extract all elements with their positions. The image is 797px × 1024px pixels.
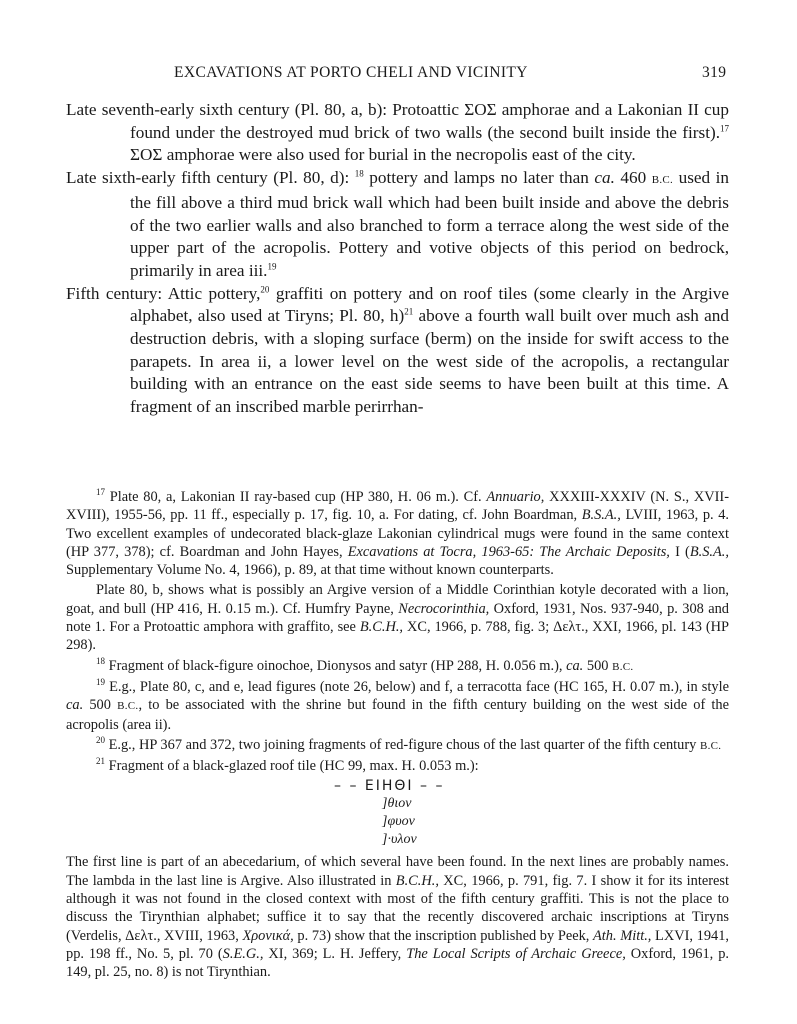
inscription-line: – – ΕΙΗΘΙ – – [334, 778, 445, 795]
entry-text: Attic pottery, [167, 283, 261, 303]
footnote-number: 18 [96, 655, 105, 666]
footnote-ref-18[interactable]: 18 [354, 168, 364, 179]
entry-heading: Late seventh-early sixth century (Pl. 80, a, b): [66, 100, 393, 119]
footnote-number: 20 [96, 735, 105, 746]
footnote-number: 17 [96, 487, 105, 498]
citation-title: Χρονικά, [242, 927, 294, 944]
inscription-line: ]θιον [382, 796, 412, 812]
citation-title: B.S.A., [581, 507, 621, 524]
citation-title: Annuario, [486, 489, 545, 505]
citation-title: The Local Scripts of Archaic Greece, [406, 945, 626, 962]
footnote-text: XC, 1966, p. 791, fig. 7. I show it for its interest although it was not found in the closed context with most of the fifth century graffiti. This is not the place to discuss the Tirynthian alphabet; suffice it to say that the recently discovered archaic inscriptions at Tiryns (Verdelis, Δελτ., XVIII, 1963, [66, 872, 729, 944]
era-abbreviation: B.C. [612, 660, 634, 673]
chronology-entry-late-seventh-century [66, 99, 729, 167]
footnote-number: 21 [96, 756, 105, 767]
entry-text: used in the fill above a third mud brick wall which had been built inside and above the debris of the two earlier walls and also branched to form a terrace along the west side of the upper part of the acropolis. Pottery and votive objects of this period on bedrock, primarily in area iii. [130, 168, 730, 280]
citation-title: S.E.G., [222, 945, 264, 962]
entry-italic: ca. [594, 168, 615, 188]
footnote-text: The first line is part of an abecedarium, of which several have been found. In the next lines are probably names. The lambda in the last line is Argive. Also illustrated in [66, 854, 729, 889]
entry-text: graffiti on pottery and on roof tiles (some clearly in the Argive alphabet, also used at Tiryns; Pl. 80, h) [130, 283, 729, 326]
entry-heading: Late sixth-early fifth century (Pl. 80, d): [66, 168, 355, 188]
footnote-text: XC, 1966, p. 788, fig. 3; Δελτ., XXI, 1966, pl. 143 (HP 298). [66, 619, 730, 654]
footnote-21-commentary [66, 853, 729, 981]
entry-heading: Fifth century: [66, 283, 168, 303]
footnote-21 [66, 757, 729, 775]
era-abbreviation: B.C. [651, 174, 674, 187]
footnote-ref-19[interactable]: 19 [267, 261, 277, 272]
footnote-text: Oxford, 1931, Nos. 937-940, p. 308 and note 1. For a Protoattic amphora with graffito, see [66, 600, 729, 636]
footnote-text: Oxford, 1961, p. 149, pl. 25, no. 8) is not Tirynthian. [66, 945, 729, 981]
footnotes [66, 488, 729, 982]
chronology-entry-late-sixth-century [66, 167, 729, 283]
running-title: EXCAVATIONS AT PORTO CHELI AND VICINITY [174, 64, 528, 81]
footnote-20 [66, 736, 729, 755]
chronology-entry-fifth-century [66, 283, 729, 419]
entry-text: 460 [614, 168, 652, 188]
footnote-text: , to be associated with the shrine but found in the fifth century building on the west side of the acropolis (area ii). [66, 697, 730, 733]
footnote-ref-17[interactable]: 17 [720, 122, 729, 133]
citation-title: Ath. Mitt., [593, 927, 652, 944]
footnote-ref-21[interactable]: 21 [404, 306, 414, 317]
footnote-text: Fragment of black-figure oinochoe, Dionysos and satyr (HP 288, H. 0.056 m.), [105, 657, 567, 674]
footnote-18 [66, 657, 729, 676]
footnote-text: LXVI, 1941, pp. 198 ff., No. 5, pl. 70 ( [66, 927, 729, 962]
footnote-17-continued [66, 581, 729, 654]
footnote-17 [66, 488, 729, 579]
entry-text: pottery and lamps no later than [363, 168, 595, 188]
entry-text: ΣΟΣ amphorae were also used for burial in the necropolis east of the city. [130, 145, 636, 165]
entry-text: above a fourth wall built over much ash and destruction debris, with a sloping surface (berm) on the inside for swift access to the parapets. In area ii, a lower level on the west side of the acropolis, a rectangular building with an entrance on the east side seems to have been built at this time. A fragment of an inscribed marble perirrhan- [130, 306, 729, 417]
era-abbreviation: B.C. [117, 700, 139, 713]
inscription-line: ]φυον [382, 814, 415, 830]
running-head [0, 64, 797, 86]
inscription-transcription [66, 777, 729, 849]
citation-title: Excavations at Tocra, 1963-65: The Archaic Deposits, [347, 543, 670, 560]
footnote-text: Plate 80, a, Lakonian II ray-based cup (HP 380, H. 06 m.). Cf. [105, 489, 487, 505]
footnote-19 [66, 678, 729, 734]
citation-title: B.C.H., [395, 872, 439, 889]
footnote-text: p. 73) show that the inscription published by Peek, [293, 927, 594, 944]
era-abbreviation: B.C. [699, 739, 722, 752]
entry-text: Protoattic ΣΟΣ amphorae and a Lakonian II cup found under the destroyed mud brick of two walls (the second built inside the first). [130, 100, 729, 142]
main-text [66, 99, 729, 419]
page-number: 319 [702, 64, 727, 81]
citation-title: B.S.A., [689, 543, 729, 560]
citation-title: B.C.H., [359, 619, 404, 636]
footnote-text: I ( [669, 543, 690, 560]
footnote-text: Fragment of a black-glazed roof tile (HC 99, max. H. 0.053 m.): [105, 758, 479, 775]
footnote-text: LVIII, 1963, p. 4. Two excellent examples of undecorated black-glaze Lakonian cylindrical mugs were found in the same context (HP 377, 378); cf. Boardman and John Hayes, [66, 507, 729, 560]
footnote-ref-20[interactable]: 20 [260, 283, 270, 294]
citation-title: ca. [566, 657, 584, 674]
footnote-text: 500 [583, 657, 613, 674]
footnote-number: 19 [96, 677, 105, 688]
footnote-text: Supplementary Volume No. 4, 1966), p. 89, at that time without known counterparts. [66, 562, 554, 579]
inscription-line: ]·υλον [382, 832, 417, 848]
citation-title: Necrocorinthia, [398, 600, 490, 617]
footnote-text: Plate 80, b, shows what is possibly an Argive version of a Middle Corinthian kotyle decorated with a lion, goat, and bull (HP 416, H. 0.15 m.). Cf. Humfry Payne, [66, 582, 729, 617]
footnote-text: XXXIII-XXXIV (N. S., XVII-XVIII), 1955-56, pp. 11 ff., especially p. 17, fig. 10, a. For dating, cf. John Boardman, [66, 489, 729, 524]
footnote-text: E.g., HP 367 and 372, two joining fragments of red-figure chous of the last quarter of the fifth century [105, 736, 700, 753]
footnote-text: 500 [83, 697, 118, 714]
footnote-text: XI, 369; L. H. Jeffery, [263, 945, 407, 962]
citation-title: ca. [66, 697, 84, 714]
footnote-text: E.g., Plate 80, c, and e, lead figures (note 26, below) and f, a terracotta face (HC 165, H. 0.07 m.), in style [105, 678, 729, 695]
